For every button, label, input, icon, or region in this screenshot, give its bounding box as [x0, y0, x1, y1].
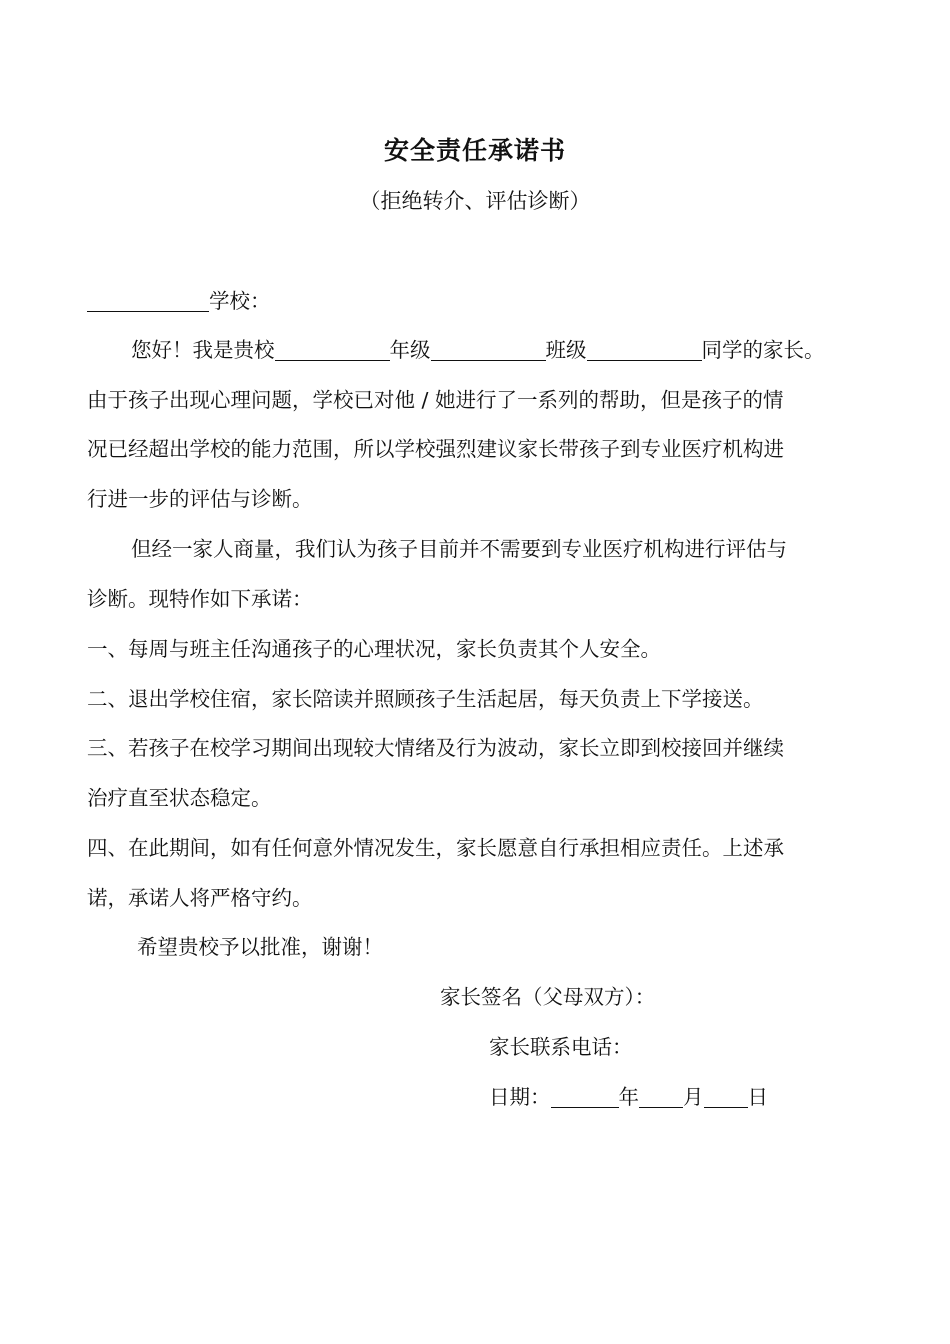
- document-title: 安全责任承诺书: [383, 136, 566, 165]
- school-address-line: [87, 281, 271, 321]
- parent-phone-label: 家长联系电话：: [489, 1035, 633, 1059]
- date-label: 日期：: [489, 1085, 551, 1109]
- commitment-item-4-line-2: 诺，承诺人将严格守约。: [87, 886, 313, 910]
- intro-line-1: [131, 330, 825, 370]
- decision-line-2: 诊断。现特作如下承诺：: [87, 587, 313, 611]
- year-label: 年: [618, 1085, 639, 1109]
- commitment-item-1: 一、每周与班主任沟通孩子的心理状况，家长负责其个人安全。: [87, 637, 661, 661]
- grade-label: 年级: [389, 338, 431, 362]
- commitment-item-3-line-1: 三、若孩子在校学习期间出现较大情绪及行为波动，家长立即到校接回并继续: [87, 736, 784, 760]
- intro-line-3: 况已经超出学校的能力范围，所以学校强烈建议家长带孩子到专业医疗机构进: [87, 437, 784, 461]
- commitment-item-2: 二、退出学校住宿，家长陪读并照顾孩子生活起居，每天负责上下学接送。: [87, 687, 764, 711]
- school-address-label: 学校：: [209, 289, 271, 313]
- year-blank[interactable]: [551, 1083, 619, 1108]
- intro-greeting: 您好！我是贵校: [131, 338, 275, 362]
- school-name-blank[interactable]: [87, 287, 209, 312]
- date-line: [489, 1077, 768, 1117]
- commitment-item-4-line-1: 四、在此期间，如有任何意外情况发生，家长愿意自行承担相应责任。上述承: [87, 836, 784, 860]
- class-blank[interactable]: [431, 336, 546, 361]
- student-name-blank[interactable]: [587, 336, 702, 361]
- commitment-item-3-line-2: 治疗直至状态稳定。: [87, 786, 272, 810]
- class-label: 班级: [545, 338, 587, 362]
- closing-line: 希望贵校予以批准，谢谢！: [137, 935, 383, 959]
- month-label: 月: [683, 1085, 704, 1109]
- month-blank[interactable]: [639, 1083, 683, 1108]
- intro-line-2: 由于孩子出现心理问题，学校已对他 / 她进行了一系列的帮助，但是孩子的情: [87, 388, 784, 412]
- day-label: 日: [747, 1085, 768, 1109]
- student-parent-label: 同学的家长。: [701, 338, 825, 362]
- document-subtitle: （拒绝转介、评估诊断）: [359, 189, 591, 213]
- intro-line-4: 行进一步的评估与诊断。: [87, 487, 313, 511]
- day-blank[interactable]: [704, 1083, 748, 1108]
- grade-blank[interactable]: [275, 336, 390, 361]
- decision-line-1: 但经一家人商量，我们认为孩子目前并不需要到专业医疗机构进行评估与: [131, 537, 787, 561]
- parent-signature-label: 家长签名（父母双方）：: [440, 985, 656, 1009]
